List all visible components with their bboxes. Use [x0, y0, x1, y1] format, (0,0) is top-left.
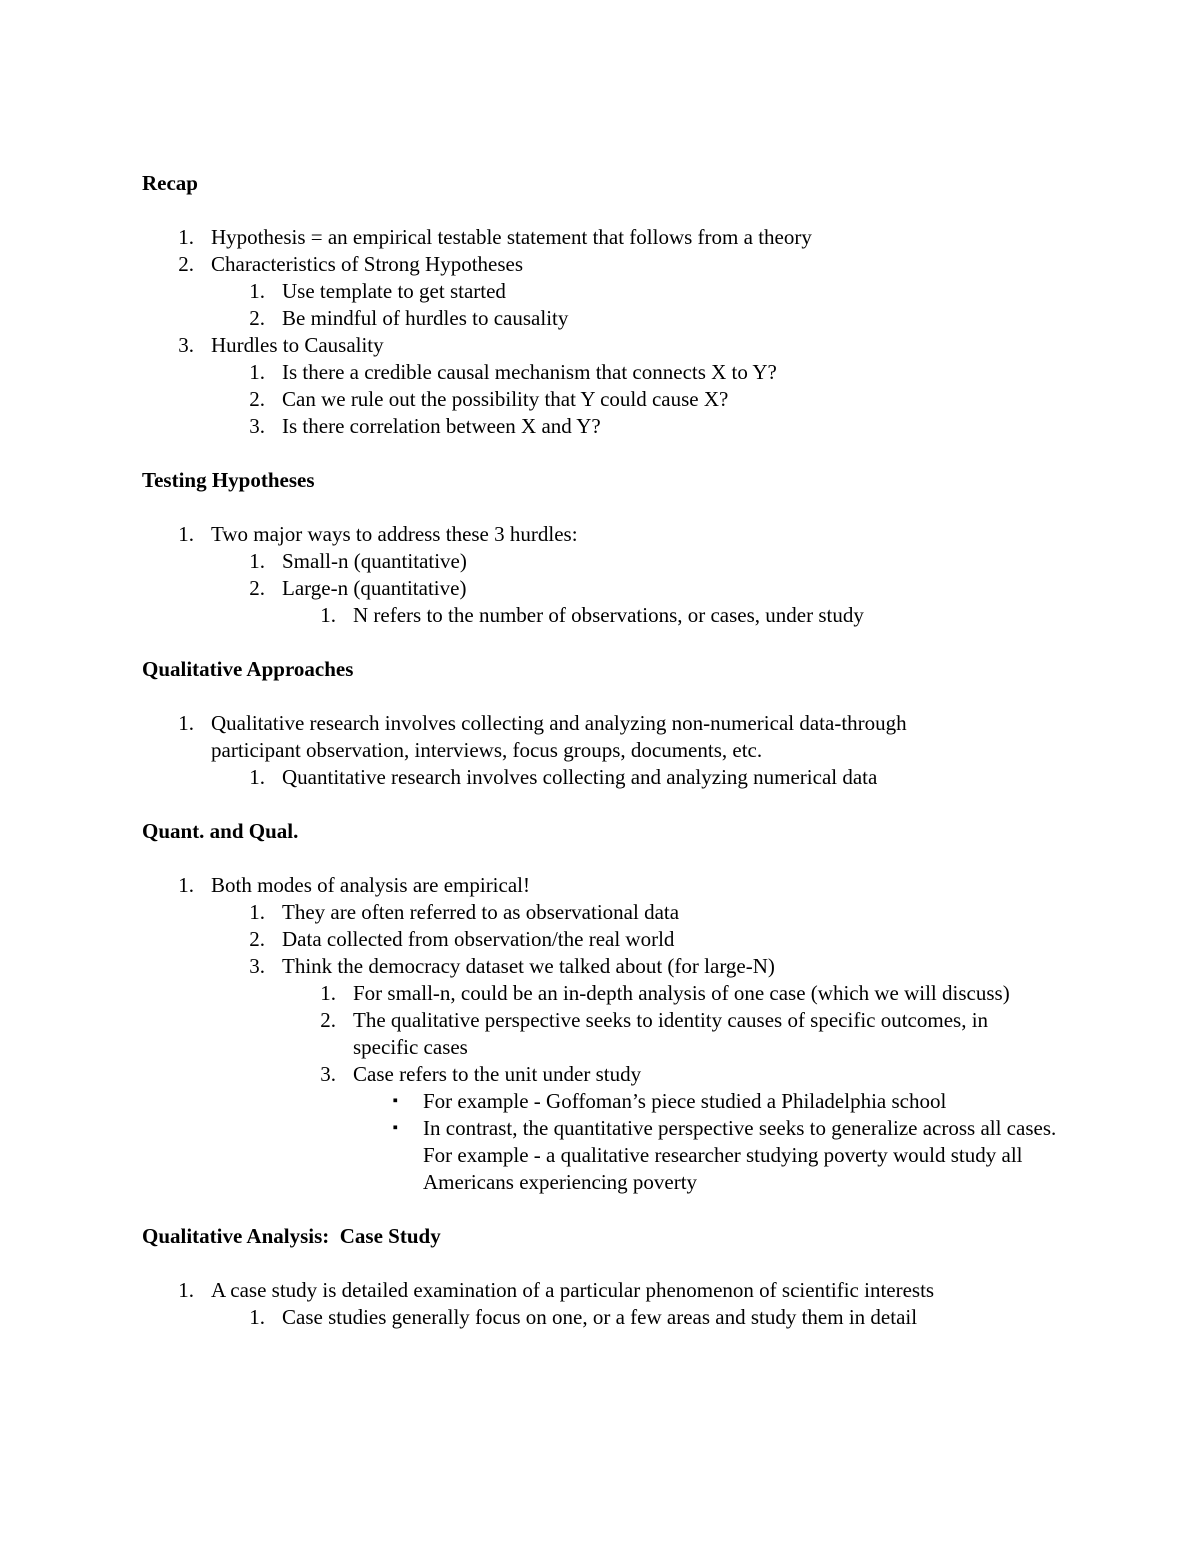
list-marker: 1. — [178, 522, 194, 546]
list-marker: 1. — [249, 549, 265, 573]
list-item-text: For small-n, could be an in-depth analysis of one case (which we will discuss) — [353, 981, 1010, 1005]
list-marker: 1. — [178, 711, 194, 735]
section-qualitative-approaches — [142, 656, 1062, 791]
list-marker: 1. — [178, 1278, 194, 1302]
section-heading: Recap — [142, 171, 198, 195]
list-marker: 2. — [249, 576, 265, 600]
list-item-text: Think the democracy dataset we talked about (for large-N) — [282, 954, 775, 978]
list-item-text: Both modes of analysis are empirical! — [211, 873, 530, 897]
list-item-text: Case studies generally focus on one, or a few areas and study them in detail — [282, 1305, 918, 1329]
list-item — [142, 224, 1062, 251]
list-marker: 3. — [320, 1062, 336, 1086]
list-item — [142, 872, 1062, 899]
list-item-text: N refers to the number of observations, or cases, under study — [353, 603, 864, 627]
document-body — [142, 170, 1062, 1358]
list-item-text: Is there correlation between X and Y? — [282, 414, 601, 438]
list-item — [142, 386, 1062, 413]
list-marker: 1. — [249, 1305, 265, 1329]
list-item-text: Can we rule out the possibility that Y could cause X? — [282, 387, 729, 411]
section-recap — [142, 170, 1062, 440]
list-item-text: Characteristics of Strong Hypotheses — [211, 252, 524, 276]
section-testing-hypotheses — [142, 467, 1062, 629]
list-item-text: Qualitative research involves collecting and analyzing non-numerical data-through participant observation, interviews, focus groups, documents, etc. — [211, 711, 907, 762]
list-item-text: Small-n (quantitative) — [282, 549, 467, 573]
list-marker: 1. — [178, 225, 194, 249]
list-marker: 3. — [249, 414, 265, 438]
list-item — [142, 1007, 1062, 1061]
list-item — [142, 413, 1062, 440]
list-item — [142, 251, 1062, 278]
list-marker: 1. — [320, 981, 336, 1005]
list-marker: 2. — [320, 1008, 336, 1032]
list-item — [142, 980, 1062, 1007]
section-quant-and-qual — [142, 818, 1062, 1196]
list-item-text: In contrast, the quantitative perspective seeks to generalize across all cases. For example - a qualitative researcher studying poverty would study all Americans experiencing poverty — [423, 1116, 1057, 1194]
list-item-text: Hypothesis = an empirical testable statement that follows from a theory — [211, 225, 812, 249]
list-item — [142, 359, 1062, 386]
list-item-text: Case refers to the unit under study — [353, 1062, 642, 1086]
list-marker: 2. — [249, 927, 265, 951]
list-item-text: Be mindful of hurdles to causality — [282, 306, 569, 330]
list-marker: 1. — [249, 360, 265, 384]
section-heading: Quant. and Qual. — [142, 819, 299, 843]
list-marker: 1. — [249, 279, 265, 303]
list-item — [142, 899, 1062, 926]
list-item — [142, 575, 1062, 602]
section-heading: Testing Hypotheses — [142, 468, 315, 492]
list-item — [142, 710, 1062, 764]
list-marker: 1. — [320, 603, 336, 627]
list-item — [142, 305, 1062, 332]
list-item-text: Hurdles to Causality — [211, 333, 384, 357]
list-item — [142, 1088, 1062, 1115]
list-item — [142, 953, 1062, 980]
list-marker: 1. — [178, 873, 194, 897]
list-item — [142, 1061, 1062, 1088]
section-case-study — [142, 1223, 1062, 1331]
list-item-text: The qualitative perspective seeks to identity causes of specific outcomes, in specific cases — [353, 1008, 989, 1059]
list-marker: 3. — [249, 954, 265, 978]
list-item — [142, 548, 1062, 575]
list-item — [142, 764, 1062, 791]
list-item-text: A case study is detailed examination of a particular phenomenon of scientific interests — [211, 1278, 935, 1302]
list-item-text: Two major ways to address these 3 hurdles: — [211, 522, 578, 546]
list-item-text: For example - Goffoman’s piece studied a Philadelphia school — [423, 1089, 947, 1113]
list-item-text: Quantitative research involves collecting and analyzing numerical data — [282, 765, 878, 789]
list-item — [142, 1277, 1062, 1304]
list-item — [142, 926, 1062, 953]
bullet-marker: ▪ — [392, 1093, 398, 1109]
section-heading: Qualitative Approaches — [142, 657, 354, 681]
list-item-text: Data collected from observation/the real world — [282, 927, 675, 951]
list-marker: 2. — [249, 306, 265, 330]
list-item — [142, 1304, 1062, 1331]
list-item — [142, 278, 1062, 305]
list-item — [142, 602, 1062, 629]
list-marker: 2. — [178, 252, 194, 276]
list-item-text: Large-n (quantitative) — [282, 576, 467, 600]
bullet-marker: ▪ — [392, 1120, 398, 1136]
list-item — [142, 332, 1062, 359]
list-item-text: They are often referred to as observational data — [282, 900, 680, 924]
list-item — [142, 1115, 1062, 1196]
list-item — [142, 521, 1062, 548]
section-heading: Qualitative Analysis: Case Study — [142, 1224, 441, 1248]
list-item-text: Is there a credible causal mechanism that connects X to Y? — [282, 360, 777, 384]
list-item-text: Use template to get started — [282, 279, 506, 303]
list-marker: 1. — [249, 765, 265, 789]
list-marker: 1. — [249, 900, 265, 924]
list-marker: 2. — [249, 387, 265, 411]
list-marker: 3. — [178, 333, 194, 357]
